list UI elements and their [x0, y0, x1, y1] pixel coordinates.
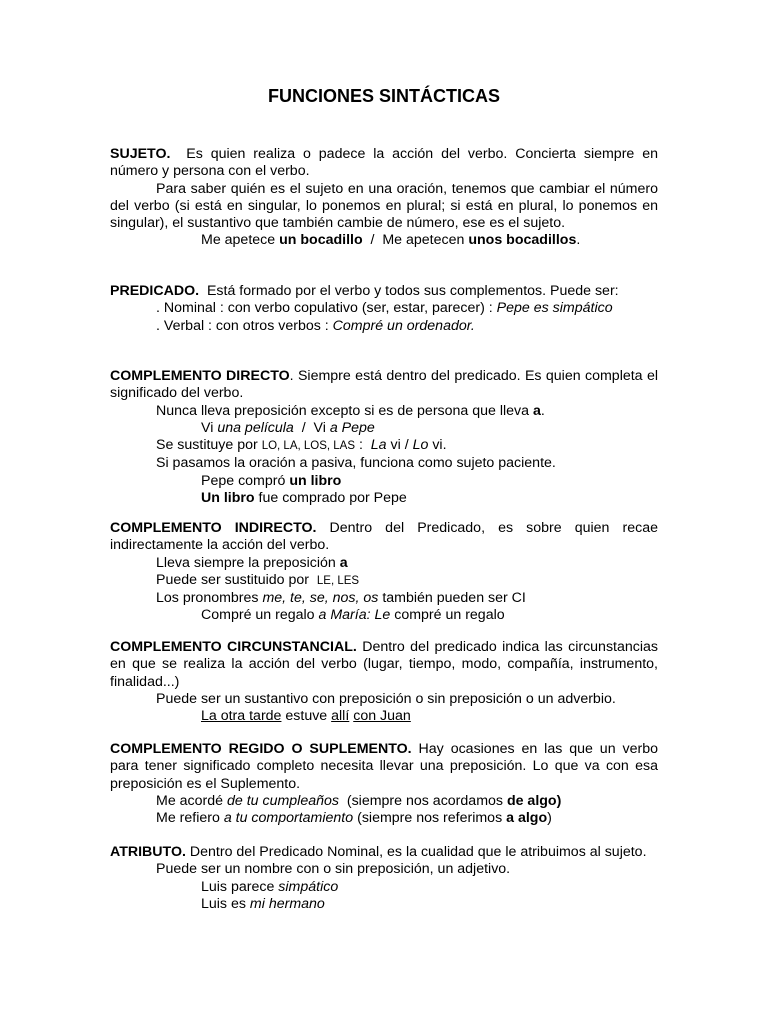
- section-suplemento: [110, 741, 658, 827]
- cd-example-3: Un libro fue comprado por Pepe: [201, 490, 407, 507]
- suplemento-definition: COMPLEMENTO REGIDO O SUPLEMENTO. Hay ocasiones en las que un verbo para tener significado completo necesita llevar una preposición. Lo que va con esa preposición es el Suplemento.: [110, 741, 658, 792]
- cd-example-1: Vi una película / Vi a Pepe: [201, 419, 375, 436]
- predicado-definition: PREDICADO. Está formado por el verbo y todos sus complementos. Puede ser:: [110, 283, 619, 299]
- predicado-verbal: . Verbal : con otros verbos : Compré un ordenador.: [156, 317, 475, 334]
- sujeto-example: Me apetece un bocadillo / Me apetecen unos bocadillos.: [201, 232, 581, 249]
- section-atributo: [110, 844, 658, 913]
- section-complemento-indirecto: [110, 520, 658, 625]
- suplemento-example-1: Me acordé de tu cumpleaños (siempre nos acordamos de algo): [156, 792, 562, 809]
- ci-pronouns: Los pronombres me, te, se, nos, os también pueden ser CI: [156, 590, 526, 607]
- sujeto-explanation: Para saber quién es el sujeto en una oración, tenemos que cambiar el número del verbo (si está en singular, lo ponemos en plural; si está en plural, lo ponemos en singular), el sustantivo que también cambie de número, ese es el sujeto.: [110, 180, 658, 232]
- sujeto-heading: SUJETO.: [110, 146, 171, 162]
- atributo-definition: ATRIBUTO. Dentro del Predicado Nominal, es la cualidad que le atribuimos al sujeto.: [110, 844, 647, 860]
- section-complemento-directo: [110, 368, 658, 507]
- section-predicado: [110, 283, 658, 335]
- sujeto-definition: SUJETO. Es quien realiza o padece la acción del verbo. Concierta siempre en número y persona con el verbo.: [110, 146, 658, 180]
- cc-example: La otra tarde estuve allí con Juan: [201, 708, 411, 725]
- atributo-example-1: Luis parece simpático: [201, 878, 339, 895]
- cd-preposition: Nunca lleva preposición excepto si es de persona que lleva a.: [156, 402, 545, 419]
- predicado-heading: PREDICADO.: [110, 283, 200, 299]
- atributo-heading: ATRIBUTO.: [110, 844, 186, 860]
- cd-heading: COMPLEMENTO DIRECTO: [110, 368, 290, 384]
- suplemento-heading: COMPLEMENTO REGIDO O SUPLEMENTO.: [110, 741, 412, 757]
- ci-definition: COMPLEMENTO INDIRECTO. Dentro del Predicado, es sobre quien recae indirectamente la acción del verbo.: [110, 520, 658, 554]
- section-complemento-circunstancial: [110, 639, 658, 725]
- ci-substitution: Puede ser sustituido por LE, LES: [156, 571, 360, 588]
- cd-substitution: Se sustituye por LO, LA, LOS, LAS : La vi / Lo vi.: [156, 437, 447, 454]
- predicado-nominal: . Nominal : con verbo copulativo (ser, estar, parecer) : Pepe es simpático: [156, 300, 613, 317]
- suplemento-example-2: Me refiero a tu comportamiento (siempre nos referimos a algo): [156, 810, 552, 827]
- cd-example-2: Pepe compró un libro: [201, 472, 342, 489]
- cc-definition: COMPLEMENTO CIRCUNSTANCIAL. Dentro del predicado indica las circunstancias en que se realiza la acción del verbo (lugar, tiempo, modo, compañía, instrumento, finalidad...): [110, 639, 658, 690]
- document-title: FUNCIONES SINTÁCTICAS: [267, 86, 500, 106]
- atributo-types: Puede ser un nombre con o sin preposición, un adjetivo.: [156, 861, 511, 878]
- cc-heading: COMPLEMENTO CIRCUNSTANCIAL.: [110, 639, 357, 655]
- section-sujeto: [110, 146, 658, 250]
- cc-types: Puede ser un sustantivo con preposición o sin preposición o un adverbio.: [156, 690, 616, 707]
- cd-definition: COMPLEMENTO DIRECTO. Siempre está dentro del predicado. Es quien completa el significado del verbo.: [110, 368, 658, 402]
- atributo-example-2: Luis es mi hermano: [201, 895, 325, 912]
- ci-preposition: Lleva siempre la preposición a: [156, 554, 348, 571]
- ci-example: Compré un regalo a María: Le compré un regalo: [201, 607, 505, 624]
- cd-passive: Si pasamos la oración a pasiva, funciona como sujeto paciente.: [156, 455, 556, 472]
- ci-heading: COMPLEMENTO INDIRECTO.: [110, 520, 317, 536]
